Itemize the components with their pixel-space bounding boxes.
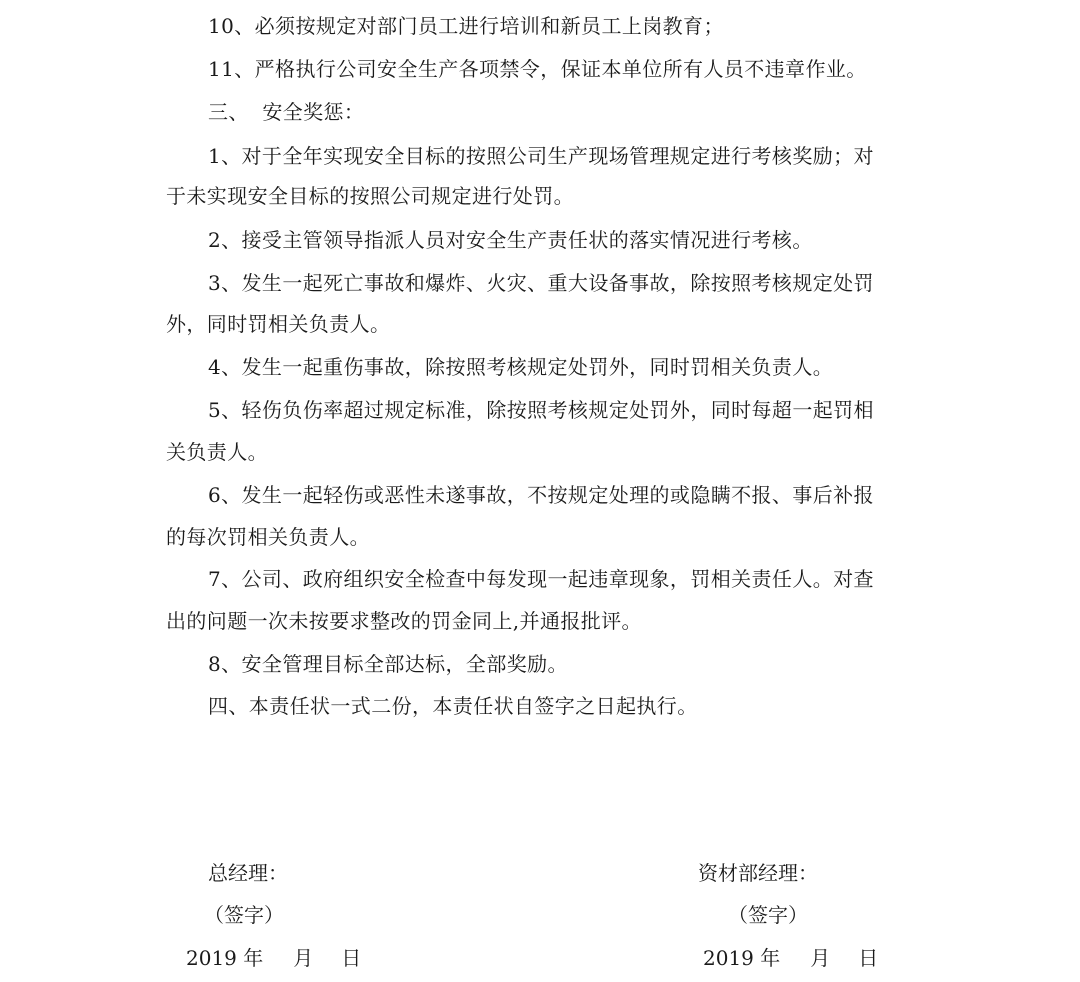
reward-item-8: 8、安全管理目标全部达标，全部奖励。 (208, 652, 568, 676)
right-date-day: 日 (858, 946, 879, 970)
right-signatory-title: 资材部经理： (698, 861, 818, 885)
reward-item-7-line-1: 7、公司、政府组织安全检查中每发现一起违章现象，罚相关责任人。对查 (208, 567, 874, 591)
reward-item-6-line-1: 6、发生一起轻伤或恶性未遂事故，不按规定处理的或隐瞒不报、事后补报 (208, 483, 874, 507)
reward-item-1-line-1: 1、对于全年实现安全目标的按照公司生产现场管理规定进行考核奖励；对 (208, 144, 874, 168)
left-date-day: 日 (341, 946, 362, 970)
clause-10: 10、必须按规定对部门员工进行培训和新员工上岗教育； (208, 14, 724, 38)
right-signature-placeholder: （签字） (728, 903, 808, 927)
left-signature-placeholder: （签字） (204, 903, 284, 927)
left-date-line (186, 946, 361, 970)
reward-item-3-line-2: 外，同时罚相关负责人。 (166, 312, 391, 336)
left-date-month: 月 (293, 946, 314, 970)
clause-11: 11、严格执行公司安全生产各项禁令，保证本单位所有人员不违章作业。 (208, 57, 867, 81)
left-date-year: 2019 年 (186, 946, 264, 970)
right-date-year: 2019 年 (703, 946, 781, 970)
section-four-execution: 四、本责任状一式二份，本责任状自签字之日起执行。 (208, 694, 698, 718)
reward-item-5-line-1: 5、轻伤负伤率超过规定标准，除按照考核规定处罚外，同时每超一起罚相 (208, 398, 874, 422)
right-date-line (703, 946, 878, 970)
right-date-month: 月 (810, 946, 831, 970)
left-signatory-title: 总经理： (208, 861, 288, 885)
reward-item-4: 4、发生一起重伤事故，除按照考核规定处罚外，同时罚相关负责人。 (208, 355, 834, 379)
reward-item-2: 2、接受主管领导指派人员对安全生产责任状的落实情况进行考核。 (208, 228, 813, 252)
reward-item-3-line-1: 3、发生一起死亡事故和爆炸、火灾、重大设备事故，除按照考核规定处罚 (208, 271, 874, 295)
section-heading-rewards: 三、 安全奖惩： (208, 100, 365, 124)
reward-item-1-line-2: 于未实现安全目标的按照公司规定进行处罚。 (166, 184, 574, 208)
reward-item-7-line-2: 出的问题一次未按要求整改的罚金同上,并通报批评。 (166, 609, 642, 633)
reward-item-5-line-2: 关负责人。 (166, 440, 268, 464)
reward-item-6-line-2: 的每次罚相关负责人。 (166, 525, 370, 549)
